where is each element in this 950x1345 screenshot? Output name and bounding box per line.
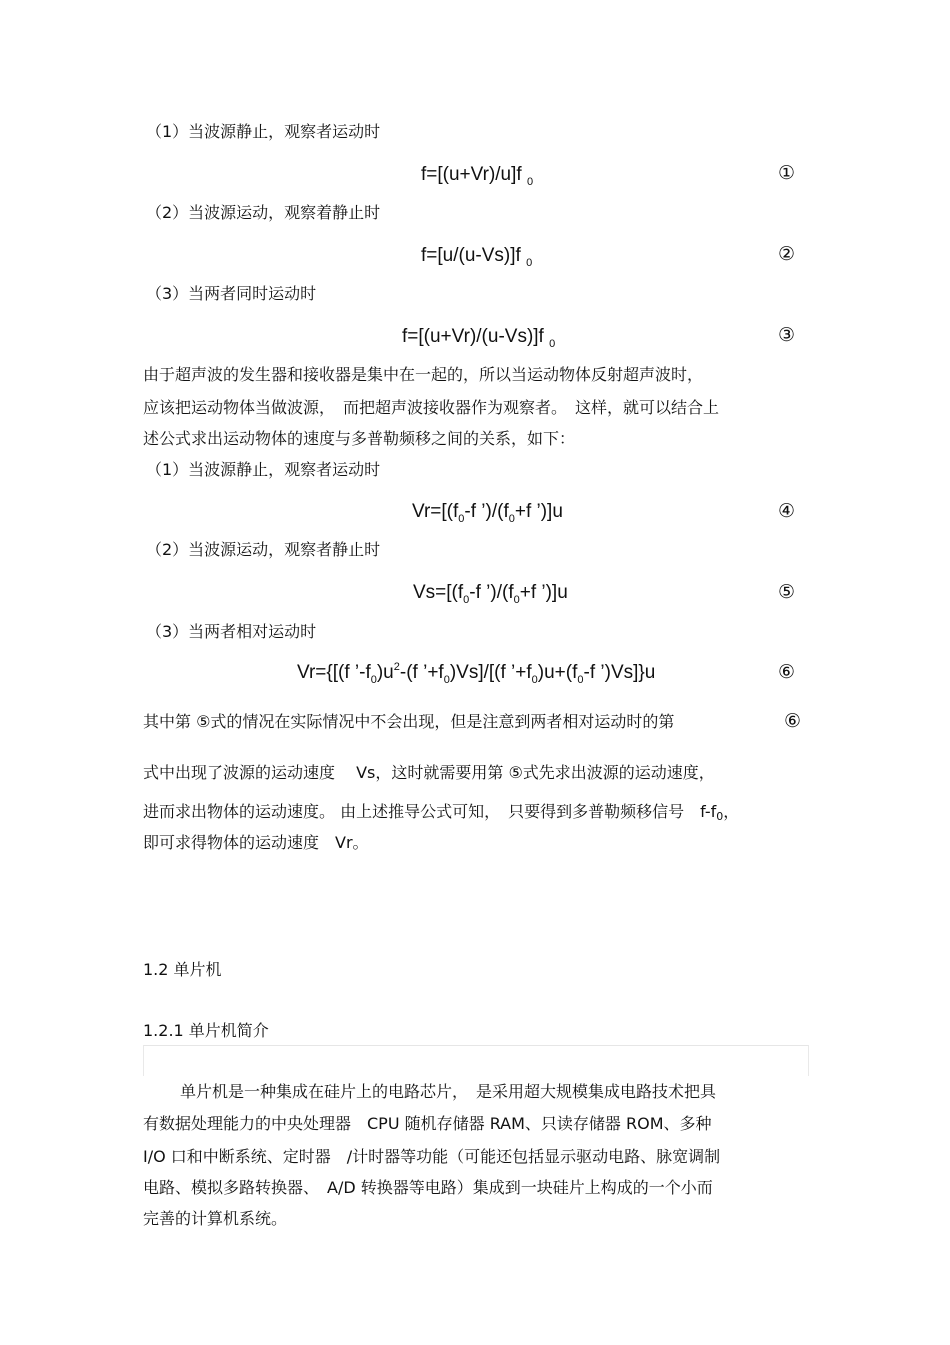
formula-1-text: f=[(u+Vr)/u]f (421, 164, 522, 185)
formula-2-text: f=[u/(u-Vs)]f (421, 245, 521, 266)
paragraph-2-line-2: 式中出现了波源的运动速度 Vs，这时就需要用第 ⑤式先求出波源的运动速度， (143, 763, 715, 782)
paragraph-2-line-3 (143, 802, 739, 824)
paragraph-3-line-3: I/O 口和中断系统、定时器 /计时器等功能（可能还包括显示驱动电路、脉宽调制 (143, 1147, 721, 1166)
text-frame-border (143, 1045, 809, 1076)
formula-6-part: )u (376, 662, 394, 683)
case-label-2: （2）当波源运动，观察着静止时 (146, 203, 381, 222)
formula-3-text: f=[(u+Vr)/(u-Vs)]f (402, 326, 544, 347)
equation-number-6: ⑥ (778, 661, 796, 683)
formula-4-part: Vr=[(f (412, 501, 459, 522)
formula-6 (297, 661, 655, 687)
paragraph-1-line-2: 应该把运动物体当做波源， 而把超声波接收器作为观察者。 这样，就可以结合上 (143, 398, 720, 417)
paragraph-3-line-1: 单片机是一种集成在硅片上的电路芯片， 是采用超大规模集成电路技术把具 (180, 1082, 717, 1101)
paragraph-3-line-5: 完善的计算机系统。 (143, 1209, 288, 1228)
formula-4-sub: 0 (458, 513, 465, 525)
paragraph-1-line-3: 述公式求出运动物体的速度与多普勒频移之间的关系，如下： (143, 429, 576, 448)
formula-6-sub: 0 (531, 674, 538, 686)
formula-4 (412, 500, 563, 526)
formula-1-sub: 0 (526, 176, 534, 188)
formula-5-part: +f ’)]u (519, 582, 568, 603)
formula-3-sub: 0 (549, 338, 556, 350)
equation-number-2: ② (778, 243, 796, 265)
paragraph-1-line-1: 由于超声波的发生器和接收器是集中在一起的，所以当运动物体反射超声波时， (143, 365, 704, 384)
case-label-1: （1）当波源静止，观察者运动时 (146, 122, 381, 141)
paragraph-3-line-2: 有数据处理能力的中央处理器 CPU 随机存储器 RAM、只读存储器 ROM、多种 (143, 1114, 712, 1133)
formula-2-sub: 0 (526, 257, 533, 269)
formula-6-part: )u+(f (537, 662, 578, 683)
case-label-4: （1）当波源静止，观察者运动时 (146, 460, 381, 479)
equation-number-5: ⑤ (778, 581, 796, 603)
formula-6-sup: 2 (393, 661, 400, 673)
case-label-6: （3）当两者相对运动时 (146, 622, 317, 641)
paragraph-2-line-3-sub: 0 (716, 810, 724, 823)
formula-5-sub: 0 (513, 594, 520, 606)
case-label-3: （3）当两者同时运动时 (146, 284, 317, 303)
formula-6-part: -f ’)Vs]}u (583, 662, 656, 683)
formula-5-sub: 0 (463, 594, 470, 606)
formula-6-sub: 0 (370, 674, 377, 686)
paragraph-3-line-4: 电路、模拟多路转换器、 A/D 转换器等电路）集成到一块硅片上构成的一个小而 (143, 1178, 713, 1197)
formula-5 (413, 581, 568, 607)
paragraph-2-line-3-text: 进而求出物体的运动速度。 由上述推导公式可知， 只要得到多普勒频移信号 f-f (143, 802, 717, 821)
equation-number-4: ④ (778, 500, 796, 522)
section-heading-1-2: 1.2 单片机 (143, 960, 222, 979)
paragraph-2-line-3-end: ， (723, 802, 740, 821)
paragraph-2-line-4: 即可求得物体的运动速度 Vr。 (143, 833, 369, 852)
formula-4-part: +f ’)]u (514, 501, 563, 522)
formula-5-part: -f ’)/(f (469, 582, 514, 603)
equation-number-3: ③ (778, 324, 796, 346)
formula-5-part: Vs=[(f (413, 582, 464, 603)
section-heading-1-2-1: 1.2.1 单片机简介 (143, 1021, 269, 1040)
formula-4-sub: 0 (508, 513, 515, 525)
formula-6-part: Vr={[(f ’-f (297, 662, 371, 683)
formula-1 (421, 163, 533, 189)
paragraph-2-line-1: 其中第 ⑤式的情况在实际情况中不会出现，但是注意到两者相对运动时的第 (143, 712, 675, 731)
formula-2 (421, 244, 532, 270)
paragraph-2-equation-ref: ⑥ (784, 710, 802, 732)
formula-3 (402, 325, 555, 351)
formula-6-sub: 0 (577, 674, 584, 686)
formula-6-part: )Vs]/[(f ’+f (449, 662, 532, 683)
equation-number-1: ① (778, 162, 796, 184)
formula-6-part: -(f ’+f (399, 662, 444, 683)
formula-4-part: -f ’)/(f (464, 501, 509, 522)
formula-6-sub: 0 (443, 674, 450, 686)
case-label-5: （2）当波源运动，观察者静止时 (146, 540, 381, 559)
